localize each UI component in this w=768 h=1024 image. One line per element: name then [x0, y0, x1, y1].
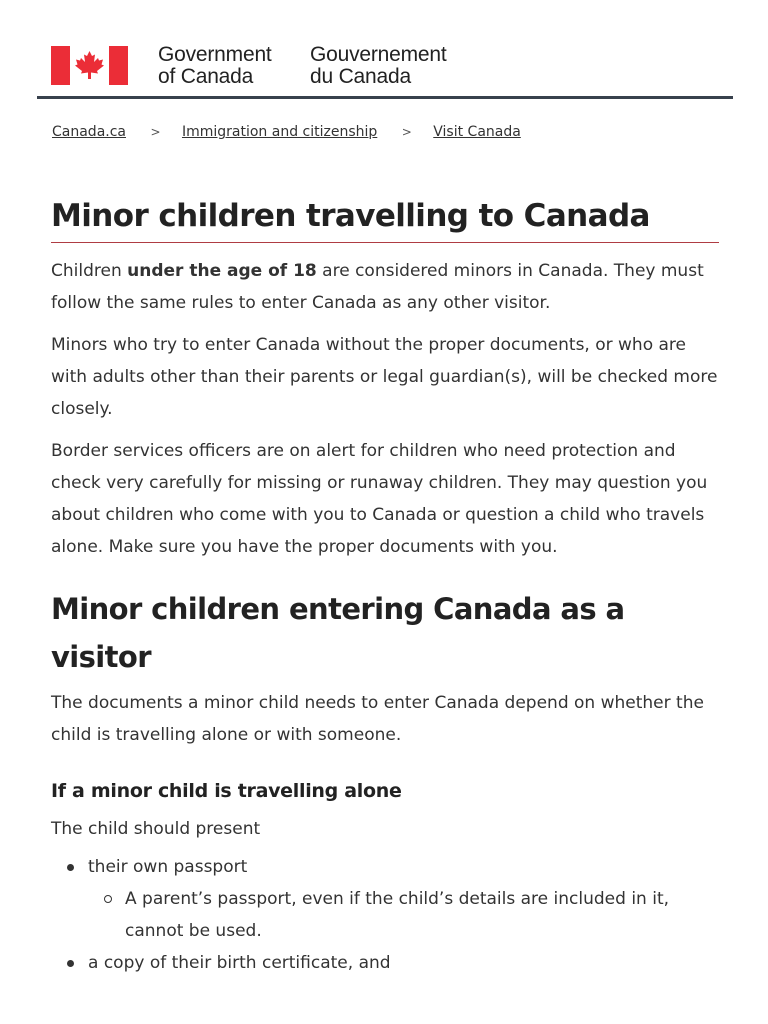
list-item-text: a copy of their birth certificate, and: [88, 953, 391, 973]
sub-list-item-text: A parent’s passport, even if the child’s details are included in it, cannot be used.: [125, 889, 670, 941]
intro-p1-before: Children: [51, 261, 128, 281]
breadcrumb-link-visit[interactable]: Visit Canada: [433, 124, 521, 140]
breadcrumb: [52, 124, 521, 140]
intro-paragraph-3: Border services officers are on alert for children who need protection and check very carefully for missing or runaway children. They may question you about children who come with you to Canada or question a child who travels alone. Make sure you have the proper documents with you.: [51, 441, 708, 557]
wordmark-fr-line1: Gouvernement: [310, 43, 447, 66]
list-item: [51, 851, 721, 947]
sub-list: [88, 883, 721, 947]
intro-paragraph-1: [51, 255, 721, 319]
intro-p1-after: are considered minors in Canada. They must follow the same rules to enter Canada as any other visitor.: [51, 261, 704, 313]
document-list: [51, 851, 721, 979]
page-title: Minor children travelling to Canada: [51, 198, 650, 234]
bullet-circle-icon: [104, 895, 112, 903]
sub-list-item: [88, 883, 721, 947]
site-header: [0, 0, 768, 97]
intro-paragraph-2: Minors who try to enter Canada without the proper documents, or who are with adults other than their parents or legal guardian(s), will be checked more closely.: [51, 335, 718, 419]
main-content: [51, 190, 721, 979]
subsection-lead: The child should present: [51, 819, 261, 839]
section-heading: Minor children entering Canada as a visitor: [51, 592, 625, 674]
bullet-disc-icon: [67, 960, 74, 967]
breadcrumb-link-immigration[interactable]: Immigration and citizenship: [181, 124, 378, 140]
header-divider: [37, 96, 733, 99]
breadcrumb-separator-icon: >: [150, 125, 161, 139]
list-item: [51, 947, 721, 979]
wordmark-fr-line2: du Canada: [310, 65, 411, 88]
title-underline: [51, 242, 719, 243]
canada-flag-icon[interactable]: [51, 46, 128, 85]
bullet-disc-icon: [67, 864, 74, 871]
wordmark-en-line2: of Canada: [158, 65, 254, 88]
breadcrumb-separator-icon: >: [401, 125, 412, 139]
intro-p1-bold: under the age of 18: [127, 261, 317, 281]
section-paragraph: The documents a minor child needs to enter Canada depend on whether the child is travelling alone or with someone.: [51, 693, 704, 745]
list-item-text: their own passport: [88, 857, 248, 877]
breadcrumb-link-canada[interactable]: Canada.ca: [52, 124, 126, 140]
subsection-heading: If a minor child is travelling alone: [51, 780, 402, 802]
wordmark-en-line1: Government: [158, 43, 272, 66]
wordmark-french: [310, 44, 447, 88]
wordmark-english: [158, 44, 272, 88]
